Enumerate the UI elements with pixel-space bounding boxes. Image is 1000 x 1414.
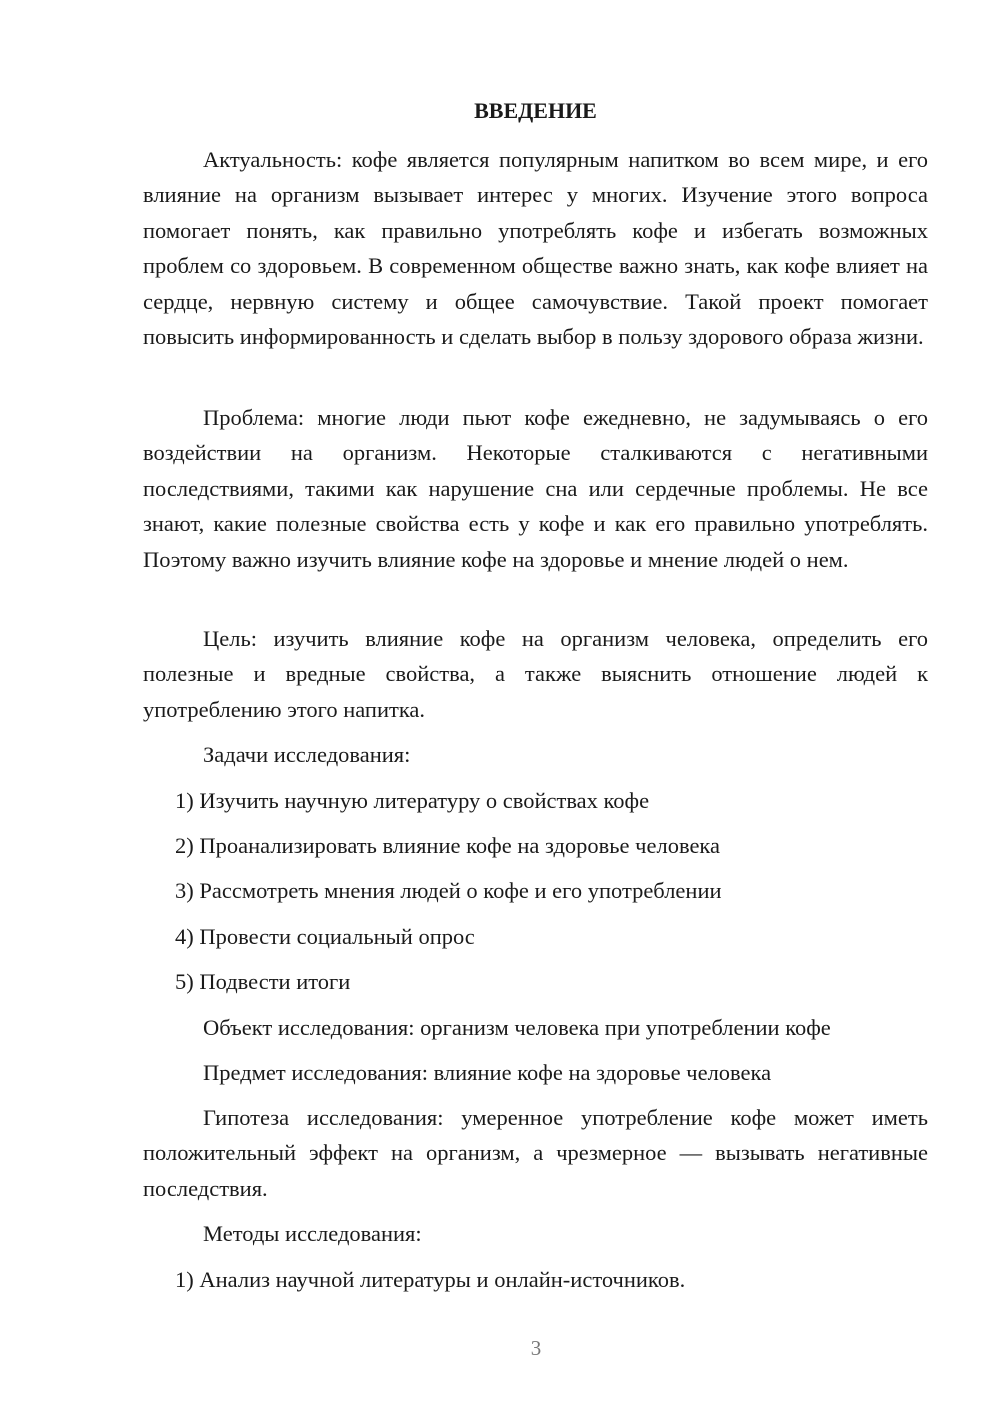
- subject-line: Предмет исследования: влияние кофе на здоровье человека: [203, 1060, 772, 1085]
- task-item: 2) Проанализировать влияние кофе на здоровье человека: [175, 833, 721, 858]
- method-item: 1) Анализ научной литературы и онлайн-источников.: [175, 1267, 686, 1292]
- page-number: 3: [530, 1336, 542, 1360]
- task-item: 1) Изучить научную литературу о свойствах кофе: [175, 788, 650, 813]
- goal-paragraph: Цель: изучить влияние кофе на организм человека, определить его полезные и вредные свойства, а также выяснить отношение людей к употреблению этого напитка.: [143, 626, 928, 722]
- hypothesis-paragraph: Гипотеза исследования: умеренное употребление кофе может иметь положительный эффект на организм, а чрезмерное — вызывать негативные последствия.: [143, 1105, 928, 1201]
- relevance-paragraph: Актуальность: кофе является популярным напитком во всем мире, и его влияние на организм вызывает интерес у многих. Изучение этого вопроса помогает понять, как правильно употреблять кофе и избегать возможных проблем со здоровьем. В современном обществе важно знать, как кофе влияет на сердце, нервную систему и общее самочувствие. Такой проект помогает повысить информированность и сделать выбор в пользу здорового образа жизни.: [143, 147, 928, 350]
- methods-heading: Методы исследования:: [203, 1221, 422, 1246]
- tasks-heading: Задачи исследования:: [203, 742, 411, 767]
- object-line: Объект исследования: организм человека при употреблении кофе: [203, 1015, 831, 1040]
- problem-paragraph: Проблема: многие люди пьют кофе ежедневно, не задумываясь о его воздействии на организм. Некоторые сталкиваются с негативными последствиями, такими как нарушение сна или сердечные проблемы. Не все знают, какие полезные свойства есть у кофе и как его правильно употреблять. Поэтому важно изучить влияние кофе на здоровье и мнение людей о нем.: [143, 405, 928, 572]
- task-item: 4) Провести социальный опрос: [175, 924, 475, 949]
- task-item: 5) Подвести итоги: [175, 969, 351, 994]
- task-item: 3) Рассмотреть мнения людей о кофе и его употреблении: [175, 878, 722, 903]
- section-title: ВВЕДЕНИЕ: [474, 98, 597, 123]
